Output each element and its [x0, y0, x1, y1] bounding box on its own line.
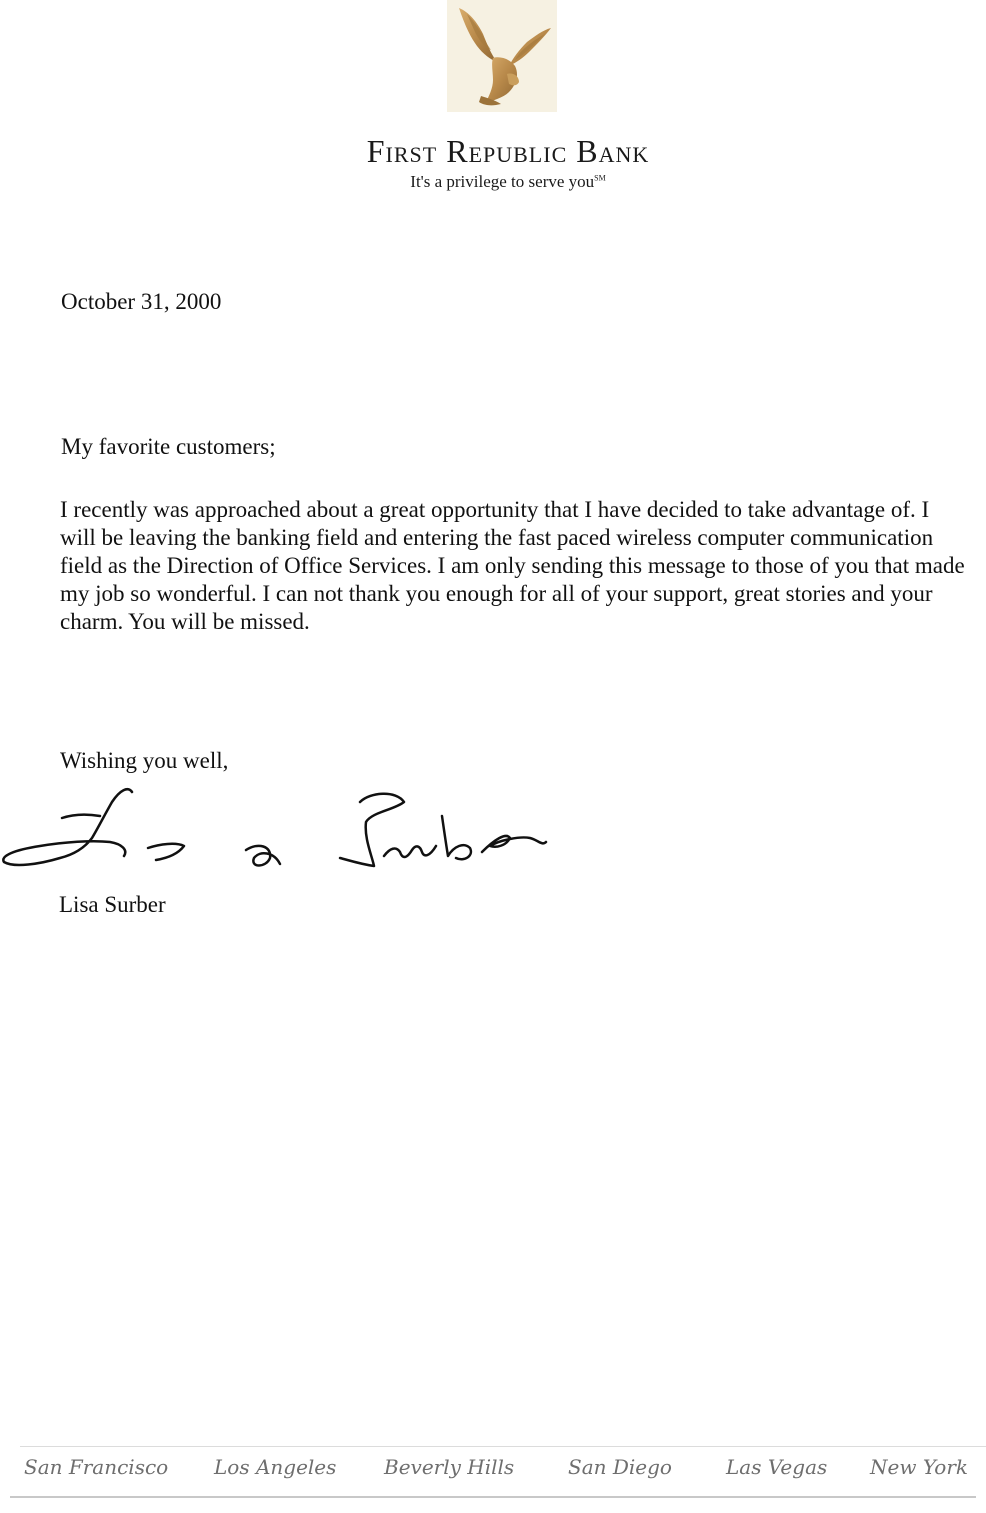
footer-city-list: [0, 1455, 986, 1495]
bank-logo: [447, 0, 557, 112]
signer-name: Lisa Surber: [59, 892, 166, 917]
handwritten-signature: [0, 780, 560, 885]
bank-name: First Republic Bank: [366, 133, 650, 169]
footer-divider-top: [20, 1446, 986, 1447]
service-mark: SM: [594, 173, 606, 183]
bank-tagline: [0, 172, 986, 192]
footer-city: San Diego: [568, 1455, 672, 1479]
footer-city: San Francisco: [24, 1455, 169, 1479]
footer-city: New York: [870, 1455, 968, 1479]
footer-city: Los Angeles: [214, 1455, 337, 1479]
letter-body: I recently was approached about a great opportunity that I have decided to take advantage of. I will be leaving the banking field and entering the fast paced wireless computer communication field as the Direction of Office Services. I am only sending this message to those of you that made my job so wonderful. I can not thank you enough for all of your support, great stories and your charm. You will be missed.: [60, 497, 965, 634]
letter-date: October 31, 2000: [61, 289, 222, 314]
footer-city: Beverly Hills: [384, 1455, 515, 1479]
signature-icon: [0, 780, 560, 885]
tagline-text: It's a privilege to serve you: [410, 172, 595, 191]
closing-line: Wishing you well,: [60, 748, 229, 773]
footer-divider-bottom: [10, 1496, 976, 1498]
eagle-logo-icon: [447, 0, 557, 112]
salutation: My favorite customers;: [61, 434, 276, 459]
footer-city: Las Vegas: [726, 1455, 828, 1479]
